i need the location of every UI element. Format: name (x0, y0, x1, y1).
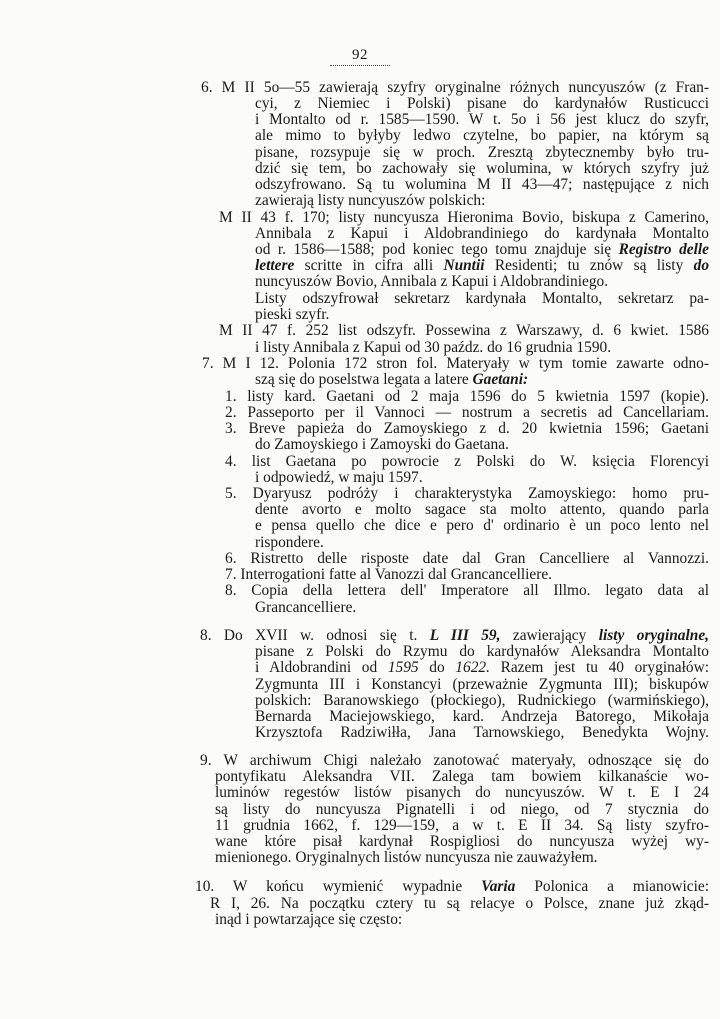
text-line (215, 785, 709, 801)
text-segment: odszyfrowano. Są tu wolumina M II 43—47; następujące z nich (255, 176, 709, 193)
text-line (200, 628, 709, 644)
text-line (202, 356, 709, 372)
text-segment: e pensa quello che dice e pero d' ordinario è un poco lento nel (255, 517, 709, 534)
page-number: 92 (0, 47, 720, 66)
text-segment: polskich: Baranowskiego (płockiego), Rudnickiego (warmińskiego), (255, 692, 709, 709)
text-line (225, 454, 709, 470)
text-segment: 7. M I 12. Polonia 172 stron fol. Materyały w tym tomie zawarte odno- (202, 355, 709, 372)
text-line (215, 912, 709, 928)
text-segment: inąd i powtarzające się często: (215, 911, 403, 928)
text-segment: listy oryginalne, (598, 627, 709, 644)
text-segment: M II 43 f. 170; listy nuncyusza Hieronima Bovio, biskupa z Camerino, (219, 209, 709, 226)
text-line (255, 470, 709, 486)
text-line (195, 879, 709, 895)
text-segment: 6. Ristretto delle risposte date dal Gran Cancelliere al Vannozzi. (225, 550, 709, 567)
text-segment: zawierający (500, 627, 599, 644)
text-line (225, 567, 709, 583)
text-segment: Polonica a mianowicie: (515, 878, 709, 895)
text-segment: do Zamoyskiego i Zamoyski do Gaetana. (255, 436, 509, 453)
text-segment: ale mimo to byłyby ledwo czytelne, bo papier, na którym są (255, 127, 709, 144)
text-line (201, 80, 709, 96)
text-segment: 7. Interrogationi fatte al Vanozzi dal Grancancelliere. (225, 566, 553, 583)
text-line (255, 502, 709, 518)
text-segment: 8. Do XVII w. odnosi się t. (200, 627, 430, 644)
text-segment: rispondere. (255, 534, 324, 551)
text-line (255, 693, 709, 709)
text-segment: Razem jest tu 40 oryginałów: (489, 659, 709, 676)
text-segment: wane które pisał kardynał Rospigliosi do nuncyusza wyżej wy- (215, 833, 709, 850)
text-line (255, 677, 709, 693)
text-segment: M II 47 f. 252 list odszyfr. Possewina z Warszawy, d. 6 kwiet. 1586 (219, 322, 709, 339)
text-segment: Annibala z Kapui i Aldobrandiniego do kardynała Montalto (255, 225, 709, 242)
text-line (200, 753, 709, 769)
text-segment: Registro delle (618, 241, 709, 258)
text-line (225, 389, 709, 405)
text-line (255, 274, 709, 290)
text-line (219, 323, 709, 339)
text-segment: dzić się tem, bo zachowały się wolumina, w których szyfry już (255, 160, 709, 177)
text-segment: 11 grudnia 1662, f. 129—159, a w t. E II 34. Są listy szyfro- (215, 817, 709, 834)
text-line (225, 583, 709, 599)
text-line (255, 437, 709, 453)
text-segment: są listy do nuncyusza Pignatelli i od niego, od 7 stycznia do (215, 801, 709, 818)
text-line (255, 258, 709, 274)
text-line (215, 834, 709, 850)
text-segment: 6. M II 5o—55 zawierają szyfry oryginalne różnych nuncyuszów (z Fran- (201, 79, 709, 96)
text-segment: 4. list Gaetana po powrocie z Polski do W. księcia Florencyi (225, 453, 709, 470)
text-segment: 1595 (387, 659, 419, 676)
text-segment: i Montalto od r. 1585—1590. W t. 5o i 56 jest klucz do szyfr, (255, 111, 709, 128)
text-segment: zawierają listy nuncyuszów polskich: (255, 192, 486, 209)
text-segment: Varia (481, 878, 516, 895)
text-line (255, 725, 709, 741)
text-segment: nuncyuszów Bovio, Annibala z Kapui i Aldobrandiniego. (255, 273, 609, 290)
text-line (255, 518, 709, 534)
text-line (225, 421, 709, 437)
text-line (255, 709, 709, 725)
text-segment: 8. Copia della lettera dell' Imperatore all Illmo. legato data al (225, 582, 709, 599)
text-segment: lettere (255, 257, 295, 274)
text-segment: pieski szyfr. (255, 306, 330, 323)
text-segment: 1622. (455, 659, 490, 676)
text-line (255, 128, 709, 144)
text-segment: Gaetani: (472, 371, 529, 388)
text-line (255, 177, 709, 193)
text-line (215, 769, 709, 785)
text-segment: szą się do poselstwa legata a latere (255, 371, 473, 388)
text-line (215, 802, 709, 818)
text-segment: R I, 26. Na początku cztery tu są relacye o Polsce, znane już zkąd- (210, 895, 709, 912)
text-line (255, 600, 709, 616)
text-segment: 9. W archiwum Chigi należało zanotować materyały, odnoszące się do (200, 752, 709, 769)
text-line (255, 145, 709, 161)
text-segment: pisane, rozsypuje się w proch. Zresztą zbytecznemby było tru- (255, 144, 709, 161)
text-line (255, 372, 709, 388)
text-line (255, 112, 709, 128)
text-line (255, 96, 709, 112)
text-line (255, 291, 709, 307)
text-segment: pontyfikatu Aleksandra VII. Zalega tam bowiem kilkanaście wo- (215, 768, 709, 785)
text-segment: Zygmunta III i Konstancyi (przeważnie Zygmunta III); biskupów (255, 676, 709, 693)
text-line (255, 340, 709, 356)
text-line (225, 405, 709, 421)
text-segment: i Aldobrandini od (255, 659, 388, 676)
text-segment: do (418, 659, 456, 676)
text-segment: 2. Passeporto per il Vannoci — nostrum a secretis ad Cancellariam. (225, 404, 709, 421)
text-segment: Grancancelliere. (255, 599, 357, 616)
text-segment: do (693, 257, 710, 274)
text-segment: od r. 1586—1588; pod koniec tego tomu znajduje się (255, 241, 619, 258)
text-segment: 10. W końcu wymienić wypadnie (195, 878, 482, 895)
text-segment: pisane z Polski do Rzymu do kardynałów Aleksandra Montalto (255, 643, 709, 660)
text-line (255, 644, 709, 660)
text-segment: 1. listy kard. Gaetani od 2 maja 1596 do 5 kwietnia 1597 (kopie). (225, 388, 709, 405)
text-line (225, 486, 709, 502)
text-segment: L III 59, (429, 627, 501, 644)
text-line (255, 535, 709, 551)
text-line (219, 210, 709, 226)
text-segment: 5. Dyaryusz podróży i charakterystyka Zamoyskiego: homo pru- (225, 485, 709, 502)
text-line (255, 161, 709, 177)
text-line (215, 818, 709, 834)
text-line (255, 193, 709, 209)
text-segment: cyi, z Niemiec i Polski) pisane do kardynałów Rusticucci (255, 95, 709, 112)
text-line (255, 242, 709, 258)
text-line (225, 551, 709, 567)
text-line (255, 226, 709, 242)
text-segment: 3. Breve papieża do Zamoyskiego z d. 20 kwietnia 1596; Gaetani (225, 420, 709, 437)
text-segment: Krzysztofa Radziwiłła, Jana Tarnowskiego, Benedykta Wojny. (255, 724, 709, 741)
text-line (210, 896, 709, 912)
text-segment: Residenti; tu znów są listy (484, 257, 694, 274)
text-segment: mienionego. Oryginalnych listów nuncyusza nie zauważyłem. (215, 849, 598, 866)
text-segment: i listy Annibala z Kapui od 30 paźdz. do 16 grudnia 1590. (255, 339, 612, 356)
text-segment: dente avorto e molto sagace sta molto attento, quando parla (255, 501, 709, 518)
text-segment: Listy odszyfrował sekretarz kardynała Montalto, sekretarz pa- (255, 290, 709, 307)
text-segment: i odpowiedź, w maju 1597. (255, 469, 423, 486)
text-segment: luminów regestów listów pisanych do nuncyuszów. W t. E I 24 (215, 784, 709, 801)
text-line (255, 307, 709, 323)
text-segment: Nuntii (443, 257, 485, 274)
text-segment: Bernarda Maciejowskiego, kard. Andrzeja Batorego, Mikołaja (255, 708, 709, 725)
text-line (255, 660, 709, 676)
text-line (215, 850, 709, 866)
text-segment: scritte in cifra alli (294, 257, 444, 274)
